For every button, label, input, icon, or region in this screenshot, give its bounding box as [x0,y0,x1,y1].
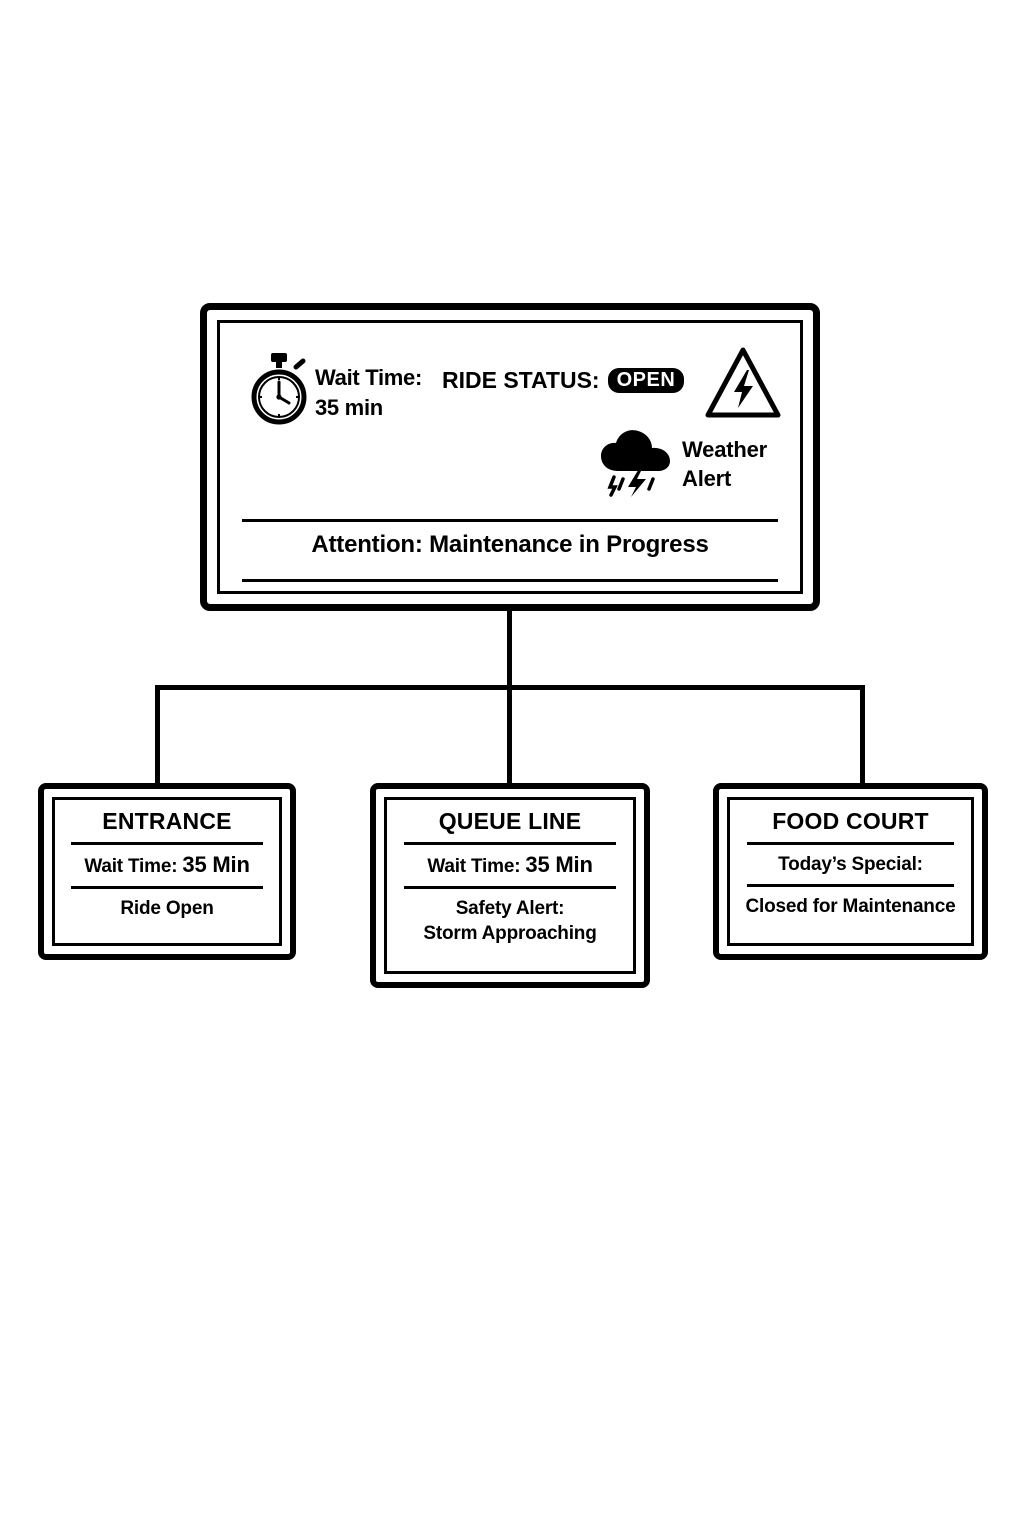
main-board-inner-frame [217,320,803,594]
panel-entrance-divider-1 [71,842,264,845]
panel-entrance-status: Ride Open [120,898,214,919]
panel-entrance-title: ENTRANCE [102,808,232,834]
panel-entrance-wait-label: Wait Time: [84,856,178,877]
panel-entrance-divider-2 [71,886,264,889]
panel-entrance-inner [52,797,282,946]
attention-text: Maintenance in Progress [429,531,709,558]
connector-main-vertical [507,611,512,689]
weather-alert-line-1: Weather [682,437,767,462]
storm-cloud-lightning-icon [598,427,678,497]
ride-status-block [442,367,684,394]
panel-entrance-wait-value: 35 Min [182,852,250,877]
panel-queue-safety-alert-text: Storm Approaching [423,923,597,944]
ride-status-label: RIDE STATUS: [442,367,600,393]
attention-message [220,531,800,559]
attention-label: Attention: [311,531,423,558]
panel-entrance-wait-line [84,852,249,879]
connector-drop-food-court [860,685,865,785]
panel-queue-wait-line [427,852,592,879]
main-wait-time-value: 35 min [315,395,383,420]
panel-food-court-inner [727,797,974,946]
main-board-top-section [220,323,800,518]
panel-queue-line-title: QUEUE LINE [438,808,582,834]
stopwatch-icon [248,353,310,425]
main-board-divider-bottom [242,579,778,582]
panel-entrance [38,783,296,960]
main-board-divider-top [242,519,778,522]
panel-food-court-title: FOOD COURT [772,808,929,834]
main-wait-time-label: Wait Time: [315,365,423,390]
panel-queue-wait-value: 35 Min [525,852,593,877]
connector-drop-entrance [155,685,160,785]
panel-food-divider-1 [747,842,954,845]
ride-status-badge: OPEN [608,368,685,393]
panel-queue-line-inner [384,797,636,974]
panel-food-divider-2 [747,884,954,887]
panel-food-court [713,783,988,960]
main-wait-time-block [315,363,422,423]
panel-food-status: Closed for Maintenance [745,896,956,917]
panel-queue-wait-label: Wait Time: [427,856,521,877]
panel-queue-line [370,783,650,988]
lightning-warning-triangle-icon [704,345,782,423]
weather-alert-text [682,435,767,493]
connector-drop-queue [507,685,512,785]
main-information-board [200,303,820,611]
panel-queue-divider-2 [404,886,616,889]
panel-food-special-label: Today’s Special: [778,854,923,875]
panel-queue-safety-alert-label: Safety Alert: [455,898,565,919]
panel-queue-divider-1 [404,842,616,845]
weather-alert-line-2: Alert [682,466,732,491]
